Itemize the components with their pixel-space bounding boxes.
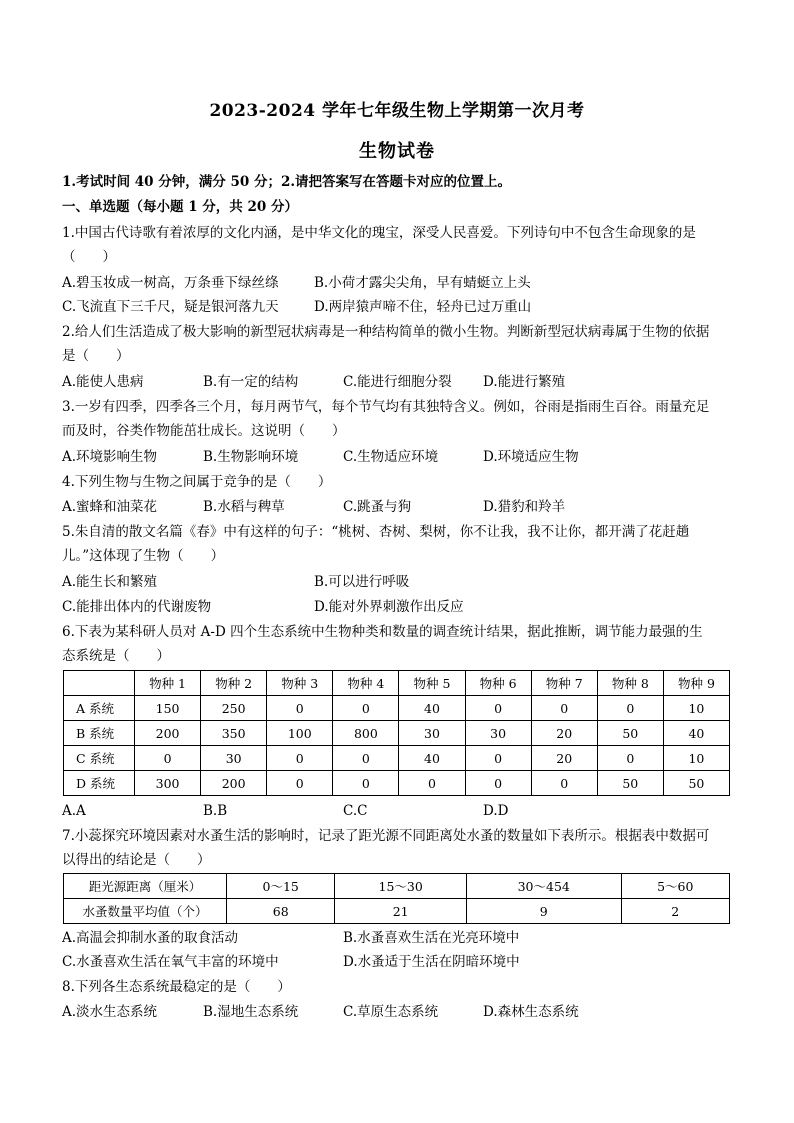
question-text: 5.朱自清的散文名篇《春》中有这样的句子：“桃树、杏树、梨树，你不让我，我不让你，都开满了花赶趟 (62, 524, 690, 540)
table-cell: 物种 6 (465, 671, 531, 696)
section-heading: 一、单选题（每小题 1 分，共 20 分） (62, 199, 298, 215)
table-header-row (64, 671, 730, 696)
table-cell: 0 (465, 771, 531, 796)
table-cell: 15～30 (335, 874, 467, 899)
option-d: D.环境适应生物 (483, 449, 579, 465)
table-cell: 物种 5 (399, 671, 465, 696)
option-c: C.飞流直下三千尺，疑是银河落九天 (62, 299, 279, 315)
table-cell: 68 (227, 899, 335, 924)
table-cell: 0 (333, 696, 399, 721)
table-cell: 0 (267, 771, 333, 796)
water-flea-table (63, 873, 730, 924)
option-a: A.A (62, 803, 86, 819)
exam-title: 2023-2024 学年七年级生物上学期第一次月考 (209, 101, 585, 121)
table-cell: 40 (663, 721, 729, 746)
option-c: C.草原生态系统 (343, 1004, 439, 1020)
table-cell (64, 671, 135, 696)
table-row (64, 874, 730, 899)
option-a: A.环境影响生物 (62, 449, 158, 465)
question-text: 7.小蕊探究环境因素对水蚤生活的影响时，记录了距光源不同距离处水蚤的数量如下表所示。根据表中数据可 (62, 828, 710, 844)
question-text: 3.一岁有四季，四季各三个月，每月两节气，每个节气均有其独特含义。例如，谷雨是指雨生百谷。雨量充足 (62, 399, 710, 415)
table-cell: 800 (333, 721, 399, 746)
option-b: B.有一定的结构 (203, 374, 299, 390)
table-cell: 30 (201, 746, 267, 771)
table-cell: 0 (531, 771, 597, 796)
table-cell: 0 (399, 771, 465, 796)
table-row (64, 696, 730, 721)
table-cell: 物种 1 (135, 671, 201, 696)
option-d: D.森林生态系统 (483, 1004, 579, 1020)
question-text: 8.下列各生态系统最稳定的是（ ） (62, 979, 291, 995)
option-a: A.蜜蜂和油菜花 (62, 499, 158, 515)
table-row (64, 721, 730, 746)
question-text: 2.给人们生活造成了极大影响的新型冠状病毒是一种结构简单的微小生物。判断新型冠状病毒属于生物的依据 (62, 324, 710, 340)
question-text: 而及时，谷类作物能茁壮成长。这说明（ ） (62, 423, 346, 439)
table-cell: 30 (465, 721, 531, 746)
option-d: D.两岸猿声啼不住，轻舟已过万重山 (314, 299, 532, 315)
table-cell: 20 (531, 721, 597, 746)
option-c: C.生物适应环境 (343, 449, 439, 465)
table-cell: 40 (399, 746, 465, 771)
table-cell: 0 (135, 746, 201, 771)
question-text: 儿。”这体现了生物（ ） (62, 548, 225, 564)
question-text: 以得出的结论是（ ） (62, 852, 211, 868)
option-a: A.能生长和繁殖 (62, 574, 158, 590)
table-cell: 物种 2 (201, 671, 267, 696)
question-text: 态系统是（ ） (62, 648, 170, 664)
table-cell: 0 (531, 696, 597, 721)
table-cell: 水蚤数量平均值（个） (64, 899, 227, 924)
option-b: B.水蚤喜欢生活在光亮环境中 (343, 930, 520, 946)
option-c: C.跳蚤与狗 (343, 499, 412, 515)
option-b: B.可以进行呼吸 (314, 574, 410, 590)
table-cell: 30 (399, 721, 465, 746)
table-cell: 21 (335, 899, 467, 924)
option-d: D.D (483, 803, 509, 819)
question-text: 6.下表为某科研人员对 A-D 四个生态系统中生物种类和数量的调查统计结果，据此推断，调节能力最强的生 (62, 624, 703, 640)
question-text: 是（ ） (62, 348, 130, 364)
table-cell: 50 (663, 771, 729, 796)
option-d: D.能进行繁殖 (483, 374, 566, 390)
table-cell: 0 (597, 696, 663, 721)
table-cell: 40 (399, 696, 465, 721)
table-cell: 物种 8 (597, 671, 663, 696)
table-cell: 10 (663, 746, 729, 771)
table-cell: D 系统 (64, 771, 135, 796)
table-cell: 200 (135, 721, 201, 746)
exam-subtitle: 生物试卷 (359, 141, 435, 162)
option-d: D.猎豹和羚羊 (483, 499, 566, 515)
table-cell: 0 (267, 696, 333, 721)
table-cell: B 系统 (64, 721, 135, 746)
table-row (64, 899, 730, 924)
table-cell: 30～454 (466, 874, 621, 899)
table-cell: 20 (531, 746, 597, 771)
option-b: B.小荷才露尖尖角，早有蜻蜓立上头 (314, 275, 531, 291)
option-d: D.水蚤适于生活在阴暗环境中 (343, 954, 520, 970)
table-cell: 0 (333, 771, 399, 796)
table-cell: 9 (466, 899, 621, 924)
table-cell: 物种 3 (267, 671, 333, 696)
option-a: A.淡水生态系统 (62, 1004, 158, 1020)
option-a: A.能使人患病 (62, 374, 144, 390)
table-cell: 200 (201, 771, 267, 796)
table-cell: 300 (135, 771, 201, 796)
table-row (64, 746, 730, 771)
option-c: C.水蚤喜欢生活在氧气丰富的环境中 (62, 954, 279, 970)
table-cell: 物种 7 (531, 671, 597, 696)
table-cell: 物种 4 (333, 671, 399, 696)
table-cell: C 系统 (64, 746, 135, 771)
option-b: B.B (203, 803, 228, 819)
option-c: C.C (343, 803, 368, 819)
species-table (63, 670, 730, 796)
option-b: B.水稻与稗草 (203, 499, 285, 515)
table-cell: 150 (135, 696, 201, 721)
question-text: 1.中国古代诗歌有着浓厚的文化内涵，是中华文化的瑰宝，深受人民喜爱。下列诗句中不包含生命现象的是 (62, 225, 696, 241)
option-c: C.能排出体内的代谢废物 (62, 599, 212, 615)
table-cell: 5～60 (621, 874, 729, 899)
table-cell: A 系统 (64, 696, 135, 721)
table-cell: 100 (267, 721, 333, 746)
table-cell: 0 (597, 746, 663, 771)
table-cell: 物种 9 (663, 671, 729, 696)
table-cell: 0 (333, 746, 399, 771)
table-cell: 0 (465, 746, 531, 771)
question-text: 4.下列生物与生物之间属于竞争的是（ ） (62, 474, 332, 490)
option-b: B.湿地生态系统 (203, 1004, 299, 1020)
table-cell: 350 (201, 721, 267, 746)
table-cell: 0～15 (227, 874, 335, 899)
option-d: D.能对外界刺激作出反应 (314, 599, 464, 615)
table-row (64, 771, 730, 796)
table-cell: 250 (201, 696, 267, 721)
option-a: A.碧玉妆成一树高，万条垂下绿丝绦 (62, 275, 279, 291)
table-cell: 距光源距离（厘米） (64, 874, 227, 899)
table-cell: 10 (663, 696, 729, 721)
question-text: （ ） (62, 249, 116, 265)
option-c: C.能进行细胞分裂 (343, 374, 452, 390)
table-cell: 0 (465, 696, 531, 721)
instructions: 1.考试时间 40 分钟，满分 50 分；2.请把答案写在答题卡对应的位置上。 (62, 174, 512, 190)
table-cell: 0 (267, 746, 333, 771)
table-cell: 2 (621, 899, 729, 924)
option-a: A.高温会抑制水蚤的取食活动 (62, 930, 239, 946)
table-cell: 50 (597, 771, 663, 796)
table-cell: 50 (597, 721, 663, 746)
option-b: B.生物影响环境 (203, 449, 299, 465)
